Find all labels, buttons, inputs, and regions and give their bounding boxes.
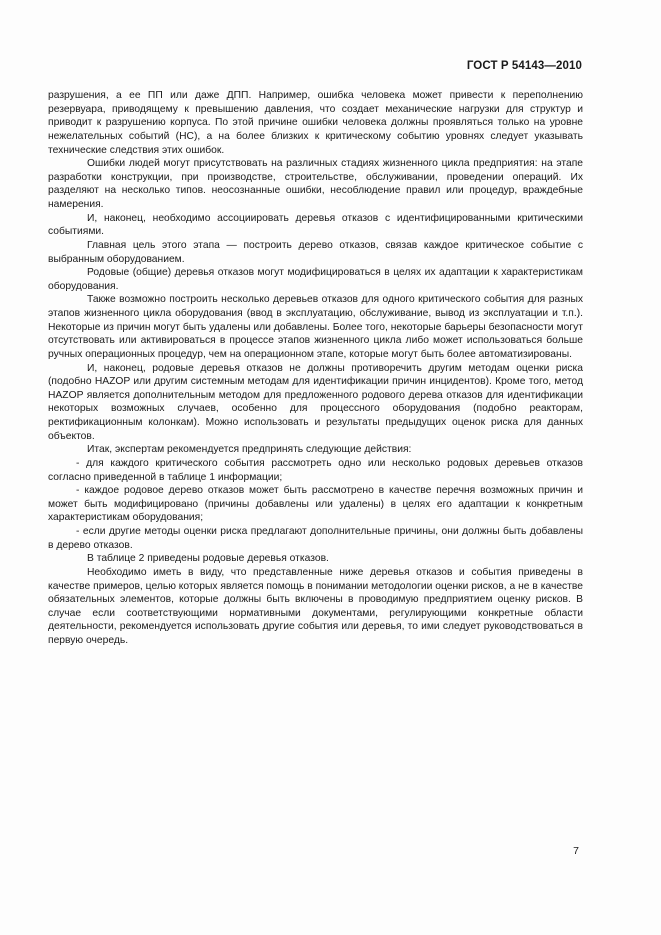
paragraph: И, наконец, необходимо ассоциировать деревья отказов с идентифицированными критическими событиями. xyxy=(48,212,583,238)
paragraph: В таблице 2 приведены родовые деревья отказов. xyxy=(87,553,329,565)
paragraph: Итак, экспертам рекомендуется предпринять следующие действия: xyxy=(87,444,412,456)
paragraph: разрушения, а ее ПП или даже ДПП. Например, ошибка человека может привести к переполнению резервуара, приводящему к превышению давления, что создает механические нагрузки для структур и приводит к разрушению корпуса. По этой причине ошибки человека должны проявляться только на уровне нежелательных событий (НС), а на более близких к критическому событию уровнях следует указывать технические следствия этих ошибок. xyxy=(48,90,583,156)
standard-designation: ГОСТ Р 54143—2010 xyxy=(466,60,582,72)
paragraph: Ошибки людей могут присутствовать на различных стадиях жизненного цикла предприятия: на этапе разработки конструкции, при производстве, строительстве, обслуживании, проведении операций. Их разделяют на несколько типов. неосознанные ошибки, несоблюдение правил или процедур, враждебные намерения. xyxy=(48,158,583,210)
paragraph: Главная цель этого этапа — построить дерево отказов, связав каждое критическое событие с выбранным оборудованием. xyxy=(48,239,583,265)
list-item: - для каждого критического события рассмотреть одно или несколько родовых деревьев отказов согласно приведенной в таблице 1 информации; xyxy=(48,457,583,483)
body-text xyxy=(48,89,583,648)
paragraph: Также возможно построить несколько деревьев отказов для одного критического события для разных этапов жизненного цикла оборудования (ввод в эксплуатацию, обслуживание, вывод из эксплуатации и т.п.). Некоторые из причин могут быть удалены или добавлены. Более того, некоторые барьеры безопасности могут отсутствовать или активироваться в процессе этапов жизненного цикла либо может использоваться больше ручных операционных процедур, чем на операционном этапе, которые могут быть более автоматизированы. xyxy=(48,294,583,360)
paragraph: И, наконец, родовые деревья отказов не должны противоречить другим методам оценки риска (подобно HAZOP или другим системным методам для идентификации причин инцидентов). Кроме того, метод HAZOP является дополнительным методом для предложенного родового дерева отказов для идентификации некоторых возможных случаев, особенно для процессного оборудования (подобно реакторам, ректификационным колонкам). Можно использовать и результаты предыдущих оценок риска для данных объектов. xyxy=(48,362,583,442)
list-item: - если другие методы оценки риска предлагают дополнительные причины, они должны быть добавлены в дерево отказов. xyxy=(48,526,583,551)
list-item: - каждое родовое дерево отказов может быть рассмотрено в качестве перечня возможных причин и может быть модифицировано (причины добавлены или удалены) в целях его адаптации к конкретным характеристикам оборудования; xyxy=(48,485,583,524)
paragraph: Необходимо иметь в виду, что представленные ниже деревья отказов и события приведены в качестве примеров, целью которых является помощь в понимании методологии оценки рисков, а не в качестве обязательных элементов, которые должны быть включены в проводимую предприятием оценку рисков. В случае если соответствующими нормативными документами, регулирующими конкретные области деятельности, рекомендуется использовать другие события или деревья, то ими следует руководствоваться в первую очередь. xyxy=(48,566,583,646)
paragraph: Родовые (общие) деревья отказов могут модифицироваться в целях их адаптации к характеристикам оборудования. xyxy=(48,267,583,292)
page-number: 7 xyxy=(573,845,579,857)
